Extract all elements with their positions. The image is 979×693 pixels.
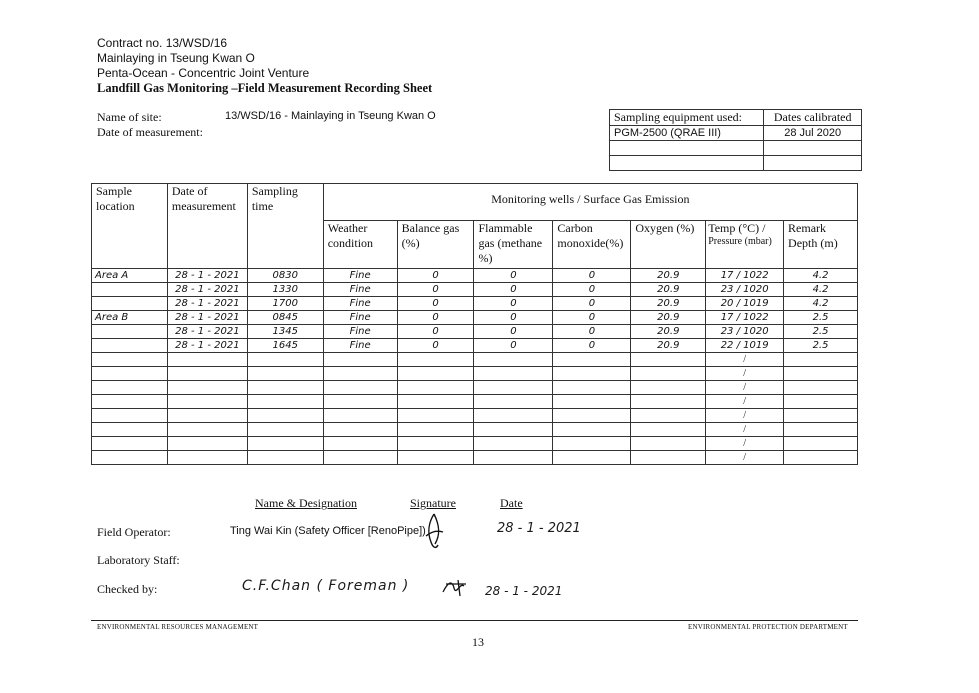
table-row (92, 269, 858, 283)
cell-balance (397, 353, 474, 367)
cell-date (167, 353, 247, 367)
cell-weather (323, 409, 397, 423)
cell-flammable (474, 437, 553, 451)
cell-balance (397, 367, 474, 381)
cell-location (92, 395, 168, 409)
cell-balance (397, 437, 474, 451)
cell-balance: 0 (397, 311, 474, 325)
field-operator-label: Field Operator: (97, 525, 171, 539)
cell-balance (397, 451, 474, 465)
site-name-label: Name of site: (97, 110, 162, 124)
sheet-title: Landfill Gas Monitoring –Field Measurement Recording Sheet (97, 81, 433, 95)
cell-location (92, 423, 168, 437)
cell-weather: Fine (323, 339, 397, 353)
cell-flammable (474, 353, 553, 367)
cell-carbon: 0 (553, 297, 631, 311)
footer-left: ENVIRONMENTAL RESOURCES MANAGEMENT (97, 623, 259, 631)
cell-flammable: 0 (474, 325, 553, 339)
cell-location (92, 283, 168, 297)
cell-date: 28 - 1 - 2021 (167, 297, 247, 311)
cell-location (92, 451, 168, 465)
cell-carbon (553, 451, 631, 465)
contract-number: Contract no. 13/WSD/16 (97, 36, 228, 50)
contractor-name: Penta-Ocean - Concentric Joint Venture (97, 66, 310, 80)
cell-oxygen (631, 423, 706, 437)
cell-depth: 4.2 (784, 269, 858, 283)
table-row (92, 325, 858, 339)
equipment-cell: PGM-2500 (QRAE III) (610, 126, 764, 141)
cell-temp-pressure: 17 / 1022 (706, 269, 784, 283)
cell-time (247, 367, 323, 381)
cell-balance (397, 395, 474, 409)
cell-temp-pressure: / (706, 437, 784, 451)
equipment-table (609, 109, 862, 171)
cell-oxygen (631, 451, 706, 465)
table-row (92, 451, 858, 465)
cell-depth: 2.5 (784, 311, 858, 325)
table-row (92, 381, 858, 395)
cell-date: 28 - 1 - 2021 (167, 269, 247, 283)
checked-by-signature (440, 578, 470, 600)
cell-oxygen: 20.9 (631, 339, 706, 353)
cell-flammable (474, 423, 553, 437)
cell-location (92, 325, 168, 339)
col-header-temp (706, 221, 784, 269)
cell-carbon (553, 367, 631, 381)
col-header-flammable: Flammable gas (methane %) (474, 221, 553, 269)
cell-oxygen: 20.9 (631, 297, 706, 311)
cell-flammable: 0 (474, 269, 553, 283)
cell-carbon (553, 409, 631, 423)
cell-balance (397, 409, 474, 423)
cell-location (92, 297, 168, 311)
table-body (92, 269, 858, 465)
cell-depth (784, 367, 858, 381)
cell-oxygen: 20.9 (631, 269, 706, 283)
cell-location (92, 437, 168, 451)
cell-balance: 0 (397, 325, 474, 339)
cell-time: 1645 (247, 339, 323, 353)
cell-temp-pressure: / (706, 395, 784, 409)
cell-weather: Fine (323, 283, 397, 297)
cell-date: 28 - 1 - 2021 (167, 283, 247, 297)
cell-carbon (553, 395, 631, 409)
cell-date (167, 451, 247, 465)
calibration-cell (764, 141, 862, 156)
calibration-cell: 28 Jul 2020 (764, 126, 862, 141)
cell-oxygen (631, 381, 706, 395)
table-row (92, 339, 858, 353)
table-row (92, 297, 858, 311)
cell-depth (784, 437, 858, 451)
cell-temp-pressure: / (706, 423, 784, 437)
cell-time (247, 381, 323, 395)
cell-location (92, 339, 168, 353)
col-header-location: Sample location (92, 184, 168, 269)
lab-staff-label: Laboratory Staff: (97, 553, 180, 567)
cell-location (92, 367, 168, 381)
cell-carbon: 0 (553, 283, 631, 297)
cell-balance: 0 (397, 283, 474, 297)
cell-temp-pressure: / (706, 451, 784, 465)
cell-date: 28 - 1 - 2021 (167, 339, 247, 353)
cell-depth (784, 409, 858, 423)
cell-carbon: 0 (553, 339, 631, 353)
cell-location (92, 381, 168, 395)
cell-weather: Fine (323, 325, 397, 339)
cell-depth (784, 423, 858, 437)
cell-location: Area A (92, 269, 168, 283)
cell-location (92, 353, 168, 367)
cell-flammable (474, 451, 553, 465)
cell-depth (784, 353, 858, 367)
cell-flammable (474, 395, 553, 409)
cell-depth: 2.5 (784, 339, 858, 353)
cell-time: 0830 (247, 269, 323, 283)
cell-temp-pressure: / (706, 367, 784, 381)
cell-oxygen (631, 409, 706, 423)
cell-time (247, 451, 323, 465)
table-row (92, 423, 858, 437)
col-header-weather: Weather condition (323, 221, 397, 269)
cell-date (167, 409, 247, 423)
cell-time (247, 353, 323, 367)
cell-carbon (553, 437, 631, 451)
cell-location (92, 409, 168, 423)
page-number: 13 (472, 635, 484, 649)
cell-temp-pressure: 23 / 1020 (706, 283, 784, 297)
cell-time (247, 395, 323, 409)
cell-balance: 0 (397, 339, 474, 353)
cell-depth (784, 451, 858, 465)
remark-header-line2: Depth (m) (788, 236, 838, 250)
col-header-time: Sampling time (247, 184, 323, 269)
cell-flammable: 0 (474, 297, 553, 311)
cell-time: 1345 (247, 325, 323, 339)
cell-balance (397, 423, 474, 437)
cell-flammable (474, 381, 553, 395)
table-row (92, 283, 858, 297)
signoff-header-date: Date (500, 496, 523, 510)
cell-weather: Fine (323, 269, 397, 283)
table-row (92, 395, 858, 409)
cell-oxygen (631, 437, 706, 451)
field-operator-signature (423, 512, 445, 552)
cell-flammable: 0 (474, 339, 553, 353)
checked-by-label: Checked by: (97, 582, 158, 596)
cell-weather: Fine (323, 311, 397, 325)
cell-flammable (474, 409, 553, 423)
col-header-carbon: Carbon monoxide(%) (553, 221, 631, 269)
field-operator-date: 28 - 1 - 2021 (497, 521, 581, 536)
equipment-cell (610, 141, 764, 156)
cell-weather (323, 423, 397, 437)
signoff-header-signature: Signature (410, 496, 456, 510)
table-row (92, 409, 858, 423)
cell-date (167, 437, 247, 451)
equipment-col-header: Sampling equipment used: (610, 110, 764, 126)
cell-flammable: 0 (474, 283, 553, 297)
date-of-measurement-label: Date of measurement: (97, 125, 203, 139)
cell-oxygen: 20.9 (631, 283, 706, 297)
calibration-cell (764, 156, 862, 171)
cell-time: 1700 (247, 297, 323, 311)
cell-location: Area B (92, 311, 168, 325)
cell-oxygen (631, 367, 706, 381)
cell-weather (323, 451, 397, 465)
cell-date (167, 367, 247, 381)
temp-header-line1: Temp (°C) / (708, 221, 766, 235)
cell-time (247, 423, 323, 437)
cell-flammable (474, 367, 553, 381)
cell-weather (323, 353, 397, 367)
footer-right: ENVIRONMENTAL PROTECTION DEPARTMENT (688, 623, 848, 631)
col-header-date: Date of measurement (167, 184, 247, 269)
checked-by-date: 28 - 1 - 2021 (485, 584, 563, 598)
table-row (92, 437, 858, 451)
cell-date (167, 423, 247, 437)
col-header-remark (784, 221, 858, 269)
cell-date: 28 - 1 - 2021 (167, 311, 247, 325)
cell-balance: 0 (397, 297, 474, 311)
site-name-value: 13/WSD/16 - Mainlaying in Tseung Kwan O (225, 110, 436, 122)
cell-weather: Fine (323, 297, 397, 311)
calibration-col-header: Dates calibrated (764, 110, 862, 126)
measurement-table (91, 183, 858, 465)
cell-carbon: 0 (553, 269, 631, 283)
cell-time: 0845 (247, 311, 323, 325)
cell-time (247, 437, 323, 451)
signoff-header-name: Name & Designation (255, 496, 357, 510)
cell-carbon: 0 (553, 311, 631, 325)
cell-carbon: 0 (553, 325, 631, 339)
cell-temp-pressure: 22 / 1019 (706, 339, 784, 353)
cell-time: 1330 (247, 283, 323, 297)
cell-temp-pressure: 23 / 1020 (706, 325, 784, 339)
table-row (92, 311, 858, 325)
cell-time (247, 409, 323, 423)
table-row (92, 353, 858, 367)
checked-by-name: C.F.Chan ( Foreman ) (242, 578, 410, 594)
cell-oxygen (631, 353, 706, 367)
cell-oxygen: 20.9 (631, 311, 706, 325)
cell-temp-pressure: / (706, 353, 784, 367)
col-header-balance: Balance gas (%) (397, 221, 474, 269)
cell-oxygen: 20.9 (631, 325, 706, 339)
cell-balance: 0 (397, 269, 474, 283)
cell-date (167, 395, 247, 409)
field-operator-name: Ting Wai Kin (Safety Officer [RenoPipe]) (230, 525, 426, 537)
cell-balance (397, 381, 474, 395)
cell-temp-pressure: / (706, 409, 784, 423)
table-row (92, 367, 858, 381)
cell-carbon (553, 381, 631, 395)
cell-depth: 2.5 (784, 325, 858, 339)
footer-divider (91, 620, 858, 621)
cell-weather (323, 367, 397, 381)
cell-weather (323, 381, 397, 395)
cell-flammable: 0 (474, 311, 553, 325)
cell-depth (784, 395, 858, 409)
remark-header-line1: Remark (788, 221, 827, 235)
cell-weather (323, 437, 397, 451)
temp-header-line2: Pressure (mbar) (708, 236, 772, 247)
cell-date (167, 381, 247, 395)
cell-temp-pressure: / (706, 381, 784, 395)
cell-temp-pressure: 20 / 1019 (706, 297, 784, 311)
cell-temp-pressure: 17 / 1022 (706, 311, 784, 325)
cell-depth: 4.2 (784, 297, 858, 311)
cell-carbon (553, 423, 631, 437)
cell-carbon (553, 353, 631, 367)
cell-depth: 4.2 (784, 283, 858, 297)
project-name: Mainlaying in Tseung Kwan O (97, 51, 255, 65)
equipment-cell (610, 156, 764, 171)
col-header-group: Monitoring wells / Surface Gas Emission (323, 184, 857, 221)
cell-weather (323, 395, 397, 409)
cell-oxygen (631, 395, 706, 409)
cell-depth (784, 381, 858, 395)
col-header-oxygen: Oxygen (%) (631, 221, 706, 269)
cell-date: 28 - 1 - 2021 (167, 325, 247, 339)
